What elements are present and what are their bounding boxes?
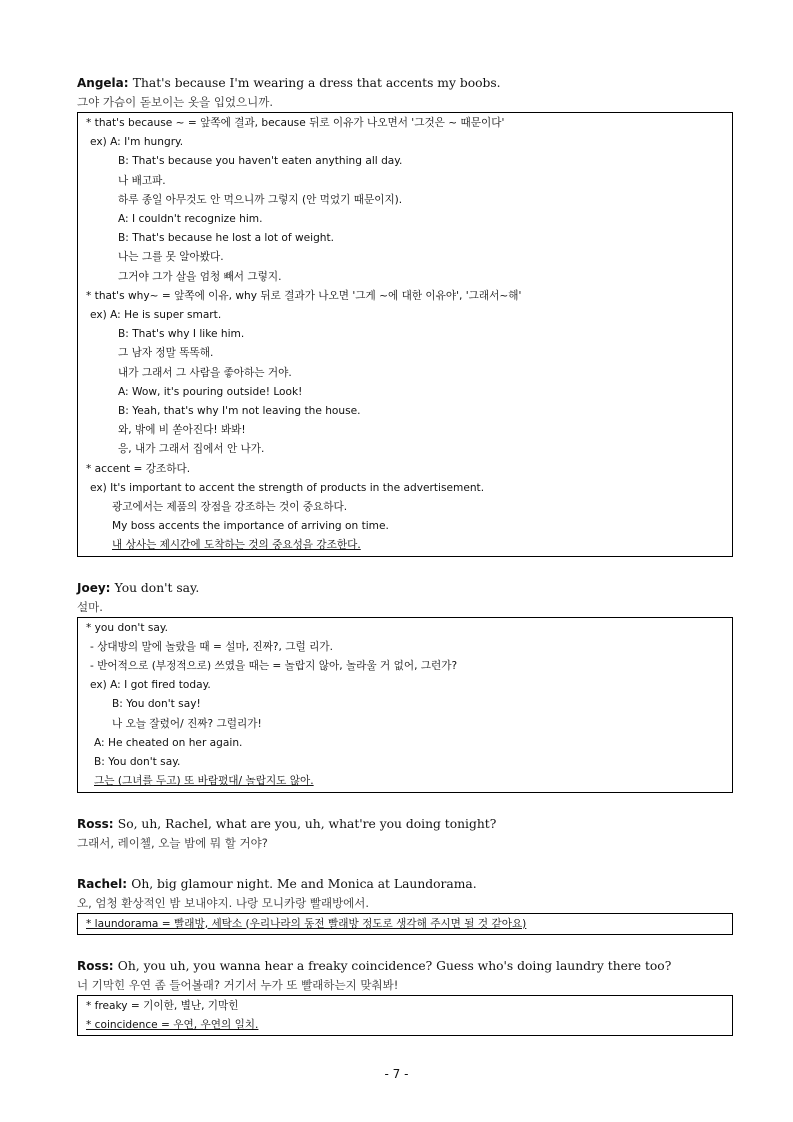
note-line: B: You don't say. <box>94 756 181 769</box>
dialogue-block <box>77 74 733 557</box>
note-line: 나 배고파. <box>118 174 166 187</box>
note-line: * accent = 강조하다. <box>86 462 191 475</box>
english-line: Oh, big glamour night. Me and Monica at Laundorama. <box>131 876 477 891</box>
note-box <box>77 617 733 793</box>
note-line: - 반어적으로 (부정적으로) 쓰였을 때는 = 놀랍지 않아, 놀라울 거 없어, 그런가? <box>90 660 458 673</box>
note-line: * freaky = 기이한, 별난, 기막힌 <box>86 999 239 1012</box>
note-line: 나 오늘 잘렸어/ 진짜? 그럴리가! <box>112 717 262 730</box>
note-line: * laundorama = 빨래방, 세탁소 (우리나라의 동전 빨래방 정도로 생각해 주시면 될 것 같아요) <box>86 917 527 930</box>
note-line: 그는 (그녀를 두고) 또 바람폈대/ 놀랍지도 않아. <box>94 775 314 788</box>
note-box <box>77 112 733 557</box>
english-line: So, uh, Rachel, what are you, uh, what're you doing tonight? <box>117 816 497 831</box>
note-box <box>77 913 733 935</box>
note-line: A: Wow, it's pouring outside! Look! <box>118 385 303 398</box>
dialogue-block <box>77 875 733 935</box>
note-line: B: Yeah, that's why I'm not leaving the house. <box>118 405 361 418</box>
note-line: * you don't say. <box>86 621 168 634</box>
dialogue-block <box>77 579 733 793</box>
note-line: 와, 밖에 비 쏟아진다! 봐봐! <box>118 424 246 437</box>
note-line: * coincidence = 우연, 우연의 일치. <box>86 1018 259 1031</box>
dialogue-block <box>77 957 733 1036</box>
note-line: A: He cheated on her again. <box>94 736 243 749</box>
note-line: ex) It's important to accent the strength of products in the advertisement. <box>90 481 485 494</box>
dialogue-line: Joey: You don't say. <box>77 580 200 595</box>
note-line: 응, 내가 그래서 집에서 안 나가. <box>118 443 265 456</box>
speaker-name: Rachel <box>77 876 123 891</box>
document-page <box>77 74 733 1058</box>
note-line: - 상대방의 말에 놀랐을 때 = 설마, 진짜?, 그럴 리가. <box>90 640 333 653</box>
note-line: 나는 그를 못 알아봤다. <box>118 251 224 264</box>
korean-translation: 오, 엄청 환상적인 밤 보내야지. 나랑 모니카랑 빨래방에서. <box>77 895 370 910</box>
korean-translation: 그야 가슴이 돋보이는 옷을 입었으니까. <box>77 95 274 109</box>
page-number: - 7 - <box>384 1067 409 1081</box>
dialogue-line: Rachel: Oh, big glamour night. Me and Monica at Laundorama. <box>77 876 477 891</box>
dialogue-line: Ross: So, uh, Rachel, what are you, uh, what're you doing tonight? <box>77 816 497 831</box>
note-line: 내가 그래서 그 사람을 좋아하는 거야. <box>118 366 292 379</box>
speaker-name: Ross <box>77 816 109 831</box>
note-box <box>77 995 733 1036</box>
speaker-name: Angela <box>77 76 124 90</box>
note-line: ex) A: I got fired today. <box>90 679 211 692</box>
dialogue-line: Angela: That's because I'm wearing a dress that accents my boobs. <box>77 76 501 90</box>
note-line: B: That's because he lost a lot of weight. <box>118 232 335 245</box>
english-line: Oh, you uh, you wanna hear a freaky coincidence? Guess who's doing laundry there too? <box>117 958 672 973</box>
korean-translation: 그래서, 레이첼, 오늘 밤에 뭐 할 거야? <box>77 835 268 850</box>
note-line: * that's why~ = 앞쪽에 이유, why 뒤로 결과가 나오면 '그게 ~에 대한 이유야', '그래서~해' <box>86 289 522 302</box>
note-line: * that's because ~ = 앞쪽에 결과, because 뒤로 이유가 나오면서 '그것은 ~ 때문이다' <box>86 117 505 129</box>
note-line: ex) A: He is super smart. <box>90 309 222 322</box>
dialogue-block <box>77 815 733 853</box>
note-line: 그거야 그가 살을 엄청 빼서 그렇지. <box>118 270 282 283</box>
dialogue-line: Ross: Oh, you uh, you wanna hear a freaky coincidence? Guess who's doing laundry there too? <box>77 958 672 973</box>
note-line: ex) A: I'm hungry. <box>90 136 184 149</box>
note-line: B: That's why I like him. <box>118 328 245 341</box>
note-line: 광고에서는 제품의 장점을 강조하는 것이 중요하다. <box>112 501 348 514</box>
speaker-name: Joey <box>77 580 106 595</box>
korean-translation: 설마. <box>77 599 103 614</box>
note-line: 그 남자 정말 똑똑해. <box>118 347 214 360</box>
korean-translation: 너 기막힌 우연 좀 들어볼래? 거기서 누가 또 빨래하는지 맞춰봐! <box>77 977 399 992</box>
note-line: 하루 종일 아무것도 안 먹으니까 그렇지 (안 먹었기 때문이지). <box>118 193 403 206</box>
speaker-name: Ross <box>77 958 109 973</box>
english-line: You don't say. <box>114 580 200 595</box>
note-line: A: I couldn't recognize him. <box>118 213 263 226</box>
note-line: 내 상사는 제시간에 도착하는 것의 중요성을 강조한다. <box>112 539 361 552</box>
note-line: My boss accents the importance of arriving on time. <box>112 520 389 533</box>
note-line: B: You don't say! <box>112 698 201 711</box>
english-line: That's because I'm wearing a dress that accents my boobs. <box>132 76 501 90</box>
note-line: B: That's because you haven't eaten anything all day. <box>118 155 403 168</box>
